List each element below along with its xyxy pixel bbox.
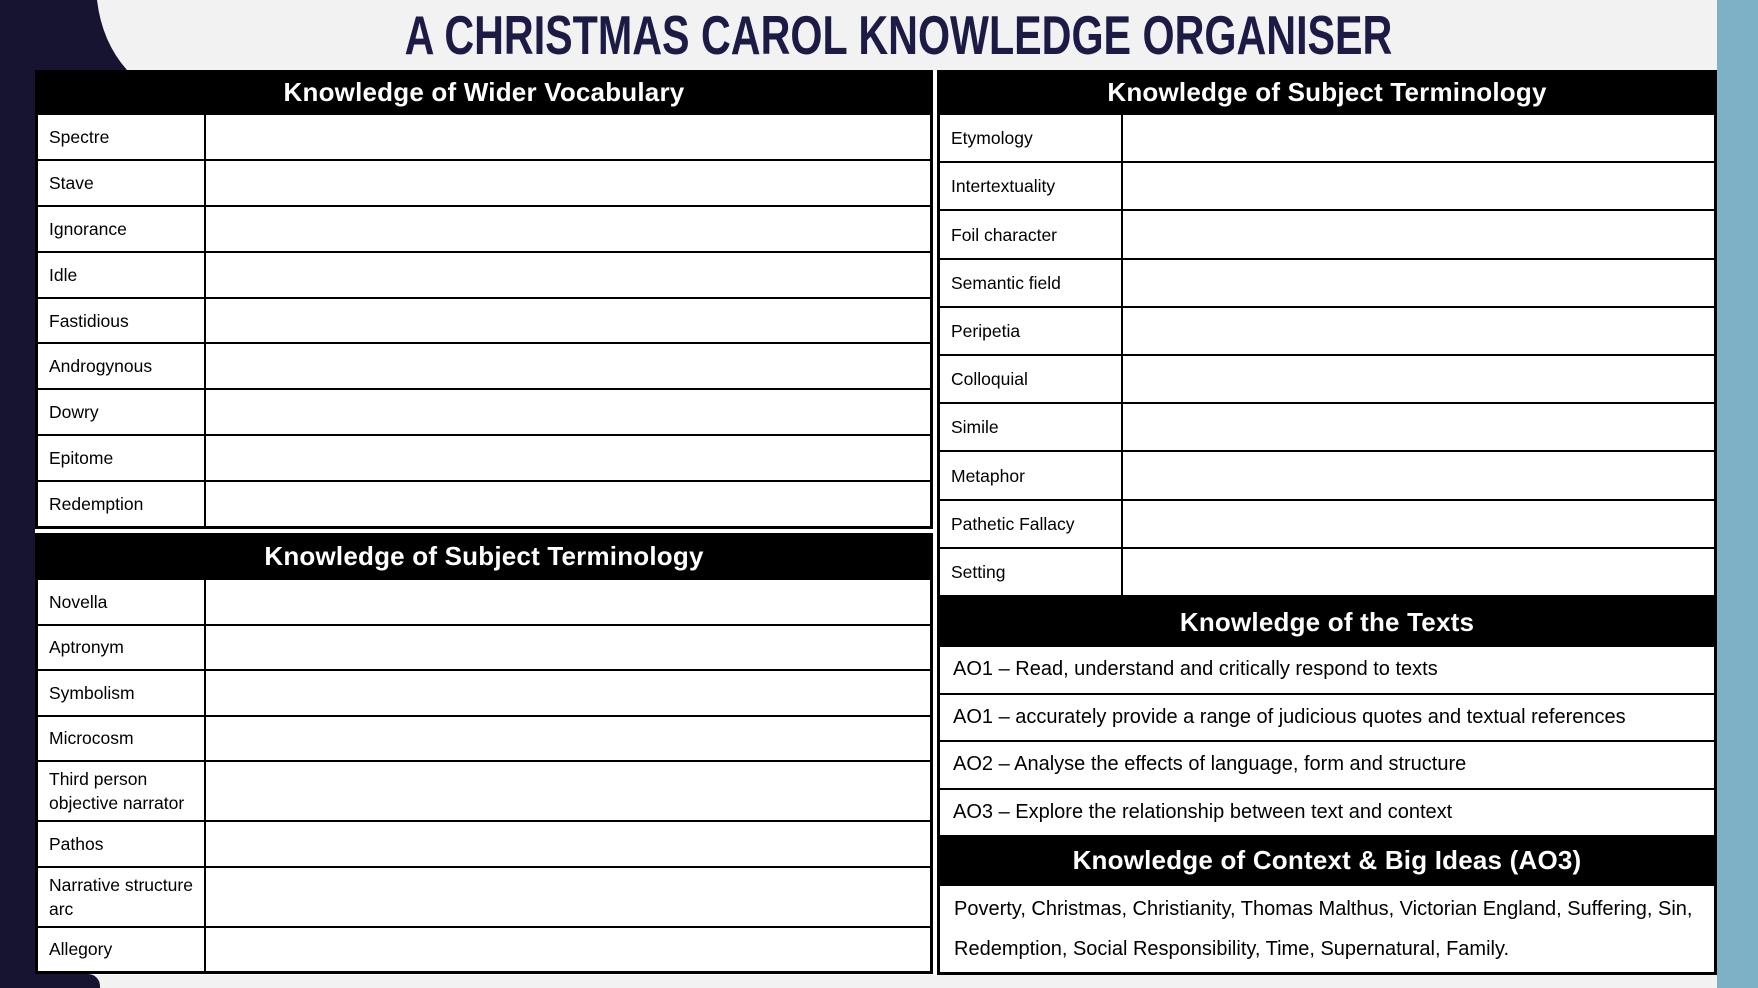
definition-empty-cell (206, 717, 930, 761)
table-row (38, 822, 930, 868)
definition-empty-cell (206, 253, 930, 297)
term-label-cell: Microcosm (38, 717, 206, 761)
definition-empty-cell (206, 390, 930, 434)
context-big-ideas-text: Poverty, Christmas, Christianity, Thomas Malthus, Victorian England, Suffering, Sin, Redemption, Social Responsibility, Time, Supernatural, Family. (954, 898, 1693, 960)
definition-empty-cell (1123, 452, 1714, 498)
definition-empty-cell (206, 626, 930, 670)
table-row (38, 717, 930, 763)
definition-empty-cell (1123, 549, 1714, 595)
right-accent-strip (1717, 0, 1758, 988)
term-label-cell: Androgynous (38, 344, 206, 388)
term-label-cell: Third person objective narrator (38, 762, 206, 820)
definition-empty-cell (1123, 404, 1714, 450)
knowledge-of-texts-table (937, 647, 1717, 835)
section-header-knowledge-of-texts (937, 597, 1717, 647)
table-row (940, 501, 1714, 549)
subject-terminology-left-table (35, 580, 933, 974)
list-item (940, 695, 1714, 743)
definition-empty-cell (206, 299, 930, 343)
table-row (940, 404, 1714, 452)
term-label-cell: Symbolism (38, 671, 206, 715)
section-header-label: Knowledge of the Texts (1179, 606, 1475, 637)
section-header-label: Knowledge of Context & Big Ideas (AO3) (1072, 845, 1582, 875)
context-big-ideas-cell (937, 886, 1717, 975)
table-row (940, 452, 1714, 500)
definition-empty-cell (206, 161, 930, 205)
row-text: AO1 – accurately provide a range of judicious quotes and textual references (953, 705, 1626, 728)
table-row (38, 928, 930, 972)
table-row (940, 211, 1714, 259)
section-header-wider-vocabulary (35, 70, 933, 115)
definition-empty-cell (206, 671, 930, 715)
term-label-cell: Novella (38, 580, 206, 624)
section-header-label: Knowledge of Subject Terminology (264, 541, 704, 571)
definition-empty-cell (206, 344, 930, 388)
table-row (38, 115, 930, 161)
section-header-label: Knowledge of Subject Terminology (1107, 77, 1547, 107)
definition-empty-cell (1123, 115, 1714, 161)
term-label-cell: Allegory (38, 928, 206, 972)
bottom-margin-strip (35, 975, 1717, 988)
term-label-cell: Narrative structure arc (38, 868, 206, 926)
term-label-cell: Idle (38, 253, 206, 297)
term-label-cell: Metaphor (940, 452, 1123, 498)
table-row (38, 344, 930, 390)
page-title-text: A CHRISTMAS CAROL KNOWLEDGE ORGANISER (404, 4, 1393, 66)
page-title (0, 0, 1717, 70)
term-label-cell: Spectre (38, 115, 206, 159)
left-margin-strip (0, 0, 35, 988)
table-row (940, 163, 1714, 211)
table-row (38, 253, 930, 299)
wider-vocabulary-table (35, 115, 933, 529)
table-row (38, 436, 930, 482)
row-text: AO3 – Explore the relationship between text and context (953, 800, 1453, 823)
table-row (940, 549, 1714, 595)
table-row (38, 762, 930, 822)
list-item (940, 647, 1714, 695)
definition-empty-cell (206, 822, 930, 866)
definition-empty-cell (1123, 211, 1714, 257)
term-label-cell: Ignorance (38, 207, 206, 251)
subject-terminology-right-table (937, 115, 1717, 598)
table-row (38, 580, 930, 626)
definition-empty-cell (206, 580, 930, 624)
definition-empty-cell (206, 868, 930, 926)
definition-empty-cell (206, 762, 930, 820)
definition-empty-cell (206, 436, 930, 480)
definition-empty-cell (1123, 260, 1714, 306)
row-text: AO1 – Read, understand and critically respond to texts (953, 658, 1438, 681)
table-row (38, 161, 930, 207)
table-row (38, 482, 930, 526)
table-row (38, 626, 930, 672)
table-row (38, 868, 930, 928)
list-item (940, 742, 1714, 790)
term-label-cell: Fastidious (38, 299, 206, 343)
term-label-cell: Redemption (38, 482, 206, 526)
definition-empty-cell (206, 928, 930, 972)
section-header-subject-terminology-right (937, 70, 1717, 115)
section-header-subject-terminology-left (35, 533, 933, 580)
definition-empty-cell (1123, 308, 1714, 354)
section-header-context-big-ideas (937, 835, 1717, 886)
definition-empty-cell (1123, 501, 1714, 547)
term-label-cell: Aptronym (38, 626, 206, 670)
table-row (38, 671, 930, 717)
term-label-cell: Setting (940, 549, 1123, 595)
term-label-cell: Etymology (940, 115, 1123, 161)
table-row (38, 299, 930, 345)
definition-empty-cell (1123, 163, 1714, 209)
section-header-label: Knowledge of Wider Vocabulary (283, 77, 685, 107)
table-row (940, 260, 1714, 308)
definition-empty-cell (206, 207, 930, 251)
bottom-left-corner-shape (0, 974, 100, 988)
definition-empty-cell (206, 115, 930, 159)
definition-empty-cell (206, 482, 930, 526)
term-label-cell: Peripetia (940, 308, 1123, 354)
term-label-cell: Dowry (38, 390, 206, 434)
term-label-cell: Foil character (940, 211, 1123, 257)
term-label-cell: Stave (38, 161, 206, 205)
term-label-cell: Semantic field (940, 260, 1123, 306)
row-text: AO2 – Analyse the effects of language, form and structure (953, 753, 1467, 776)
table-row (38, 207, 930, 253)
list-item (940, 790, 1714, 836)
table-row (940, 308, 1714, 356)
term-label-cell: Colloquial (940, 356, 1123, 402)
term-label-cell: Pathos (38, 822, 206, 866)
term-label-cell: Pathetic Fallacy (940, 501, 1123, 547)
table-row (940, 356, 1714, 404)
definition-empty-cell (1123, 356, 1714, 402)
table-row (940, 115, 1714, 163)
term-label-cell: Epitome (38, 436, 206, 480)
term-label-cell: Simile (940, 404, 1123, 450)
table-row (38, 390, 930, 436)
term-label-cell: Intertextuality (940, 163, 1123, 209)
